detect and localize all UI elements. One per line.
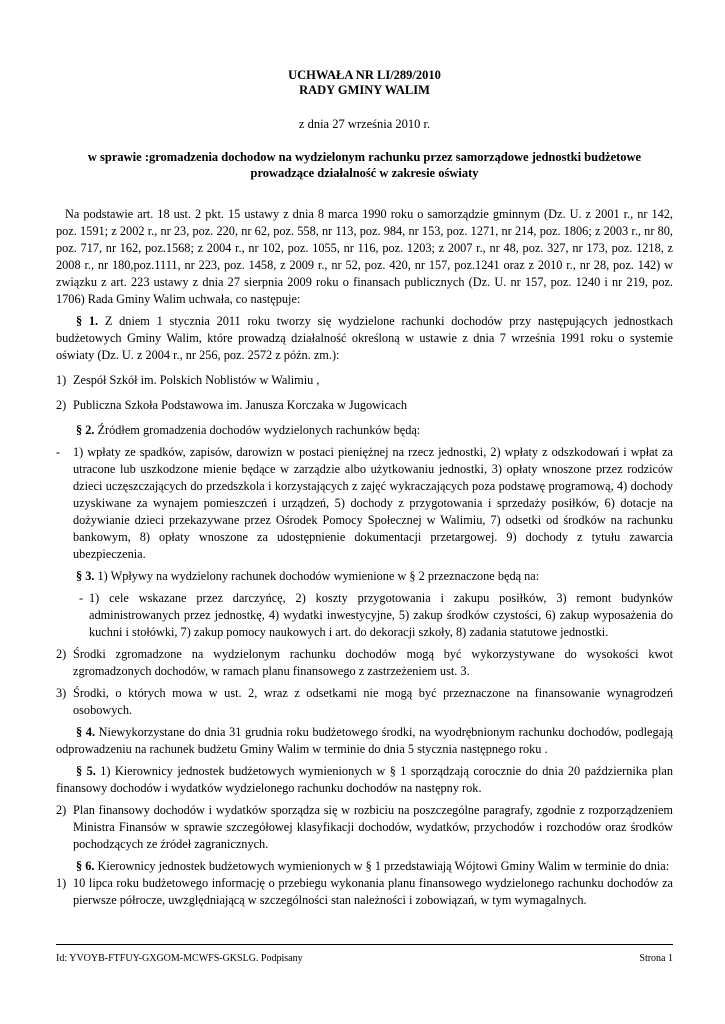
subject-line-1: w sprawie :gromadzenia dochodow na wydzielonym rachunku przez samorządowe jednostki budżetowe <box>87 150 642 164</box>
section-3-text: 1) Wpływy na wydzielony rachunek dochodów wymienione w § 2 przeznaczone będą na: <box>94 569 540 583</box>
list-item <box>56 646 673 680</box>
list-text: Środki, o których mowa w ust. 2, wraz z odsetkami nie mogą być przeznaczone na finansowanie wynagrodzeń osobowych. <box>73 686 673 717</box>
list-item <box>56 372 673 389</box>
list-item <box>56 397 673 414</box>
section-4-label: § 4. <box>76 725 96 739</box>
section-2-text: Źródłem gromadzenia dochodów wydzielonych rachunków będą: <box>94 423 421 437</box>
list-item <box>56 875 673 909</box>
list-marker: 1) <box>56 876 67 890</box>
subject-line-2: prowadzące działalność w zakresie oświaty <box>250 166 479 180</box>
sub-list-item <box>56 590 673 641</box>
list-marker: 3) <box>56 686 67 700</box>
list-text: 1) cele wskazane przez darczyńcę, 2) koszty przygotowania i zakupu posiłków, 3) remont budynków administrowanych przez jednostkę, 4) wydatki inwestycyjne, 5) zakup środków czystości, 6) zakup wyposażenia do kuchni i stołówki, 7) zakup pomocy naukowych i art. do dekoracji szkoły, 8) zadania statutowe jednostki. <box>89 591 673 639</box>
title-line-1: UCHWAŁA NR LI/289/2010 <box>288 68 441 82</box>
footer-divider <box>56 944 673 945</box>
resolution-date: z dnia 27 września 2010 r. <box>298 117 431 131</box>
list-text: 1) wpłaty ze spadków, zapisów, darowizn w postaci pieniężnej na rzecz jednostki, 2) wpłaty z odszkodowań i wpłat za utracone lub uszkodzone mienie będące w zarządzie albo użytkowaniu jednostki, 3) opłaty wnoszone przez rodziców dzieci uczęszczających do przedszkola i korzystających z zajęć wykraczających poza podstawę programową, 4) dochody uzyskiwane za wynajem pomieszczeń i urządzeń, 5) dochody z przygotowania i sprzedaży posiłków, 6) dotacje na dożywianie dzieci przekazywane przez Ośrodek Pomocy Społecznej w Walimiu, 7) odsetki od środków na rachunku bankowym, 8) opłaty wnoszone za udostępnienie dokumentacji przetargowej. 9) dochody z tytułu zawarcia ubezpieczenia. <box>73 445 673 561</box>
page-number: Strona 1 <box>639 953 673 964</box>
section-4 <box>56 724 673 758</box>
section-5-text: 1) Kierownicy jednostek budżetowych wymienionych w § 1 sporządzają corocznie do dnia 20 października plan finansowy dochodów i wydatków wydzielonego rachunku dochodów na następny rok. <box>56 764 673 795</box>
section-2-label: § 2. <box>76 423 95 437</box>
list-text: Publiczna Szkoła Podstawowa im. Janusza Korczaka w Jugowicach <box>73 398 407 412</box>
section-1 <box>56 313 673 364</box>
preamble: Na podstawie art. 18 ust. 2 pkt. 15 ustawy z dnia 8 marca 1990 roku o samorządzie gminnym (Dz. U. z 2001 r., nr 142, poz. 1591; z 2002 r., nr 23, poz. 220, nr 62, poz. 558, nr 113, poz. 984, nr 153, poz. 1271, nr 214, poz. 1806; z 2003 r., nr 80, poz. 717, nr 162, poz.1568; z 2004 r., nr 102, poz. 1055, nr 116, poz. 1203; z 2007 r., nr 48, poz. 327, nr 173, poz. 1218, z 2008 r., nr 180,poz.1111, nr 223, poz. 1458, z 2009 r., nr 52, poz. 420, nr 157, poz.1241 oraz z 2010 r., nr 28, poz. 142) w związku z art. 223 ustawy z dnia 27 sierpnia 2009 roku o finansach publicznych (Dz. U. nr 157, poz. 1240 i nr 219, poz. 1706) Rada Gminy Walim uchwała, co następuje: <box>56 207 673 306</box>
list-item <box>56 802 673 853</box>
section-1-label: § 1. <box>76 314 99 328</box>
resolution-title <box>56 68 673 98</box>
section-4-text: Niewykorzystane do dnia 31 grudnia roku budżetowego środki, na wyodrębnionym rachunku dochodów, podlegają odprowadzeniu na rachunek budżetu Gminy Walim w terminie do dnia 5 stycznia następnego roku . <box>56 725 674 756</box>
section-3-label: § 3. <box>76 569 95 583</box>
document-body <box>56 206 673 909</box>
list-item <box>56 444 673 563</box>
resolution-subject <box>56 149 673 181</box>
document-id: Id: YVOYB-FTFUY-GXGOM-MCWFS-GKSLG. Podpisany <box>56 953 303 964</box>
list-text: 10 lipca roku budżetowego informację o przebiegu wykonania planu finansowego wydzielonego rachunku dochodów za pierwsze półrocze, uwzględniającą w szczególności stan należności i zobowiązań, w tym wymagalnych. <box>73 876 673 907</box>
list-marker: - <box>56 445 61 459</box>
list-text: Plan finansowy dochodów i wydatków sporządza się w rozbiciu na poszczególne paragrafy, zgodnie z rozporządzeniem Ministra Finansów w sprawie szczegółowej klasyfikacji dochodów, wydatków, przychodów i rozchodów oraz środków pochodzących ze źródeł zagranicznych. <box>73 803 673 851</box>
section-6-text: Kierownicy jednostek budżetowych wymienionych w § 1 przedstawiają Wójtowi Gminy Walim w terminie do dnia: <box>94 859 670 873</box>
document-page <box>56 0 673 1024</box>
list-marker: 2) <box>56 803 67 817</box>
list-item <box>56 685 673 719</box>
section-5-label: § 5. <box>76 764 96 778</box>
list-text: Zespół Szkół im. Polskich Noblistów w Walimiu , <box>73 373 320 387</box>
section-6 <box>56 858 673 875</box>
list-marker: 1) <box>56 373 67 387</box>
section-6-label: § 6. <box>76 859 95 873</box>
list-marker: - <box>79 591 84 605</box>
section-1-text: Z dniem 1 stycznia 2011 roku tworzy się wydzielone rachunki dochodów przy następujących jednostkach budżetowych Gminy Walim, które prowadzą działalność określoną w ustawie z dnia 7 września 1991 roku o systemie oświaty (Dz. U. z 2004 r., nr 256, poz. 2572 z późn. zm.): <box>56 314 673 362</box>
section-5 <box>56 763 673 797</box>
section-2 <box>56 422 673 439</box>
list-text: Środki zgromadzone na wydzielonym rachunku dochodów mogą być wykorzystywane do wysokości kwot zgromadzonych dochodów, w ramach planu finansowego z zastrzeżeniem ust. 3. <box>73 647 673 678</box>
list-marker: 2) <box>56 398 67 412</box>
title-line-2: RADY GMINY WALIM <box>299 83 430 97</box>
section-3 <box>56 568 673 585</box>
list-marker: 2) <box>56 647 67 661</box>
